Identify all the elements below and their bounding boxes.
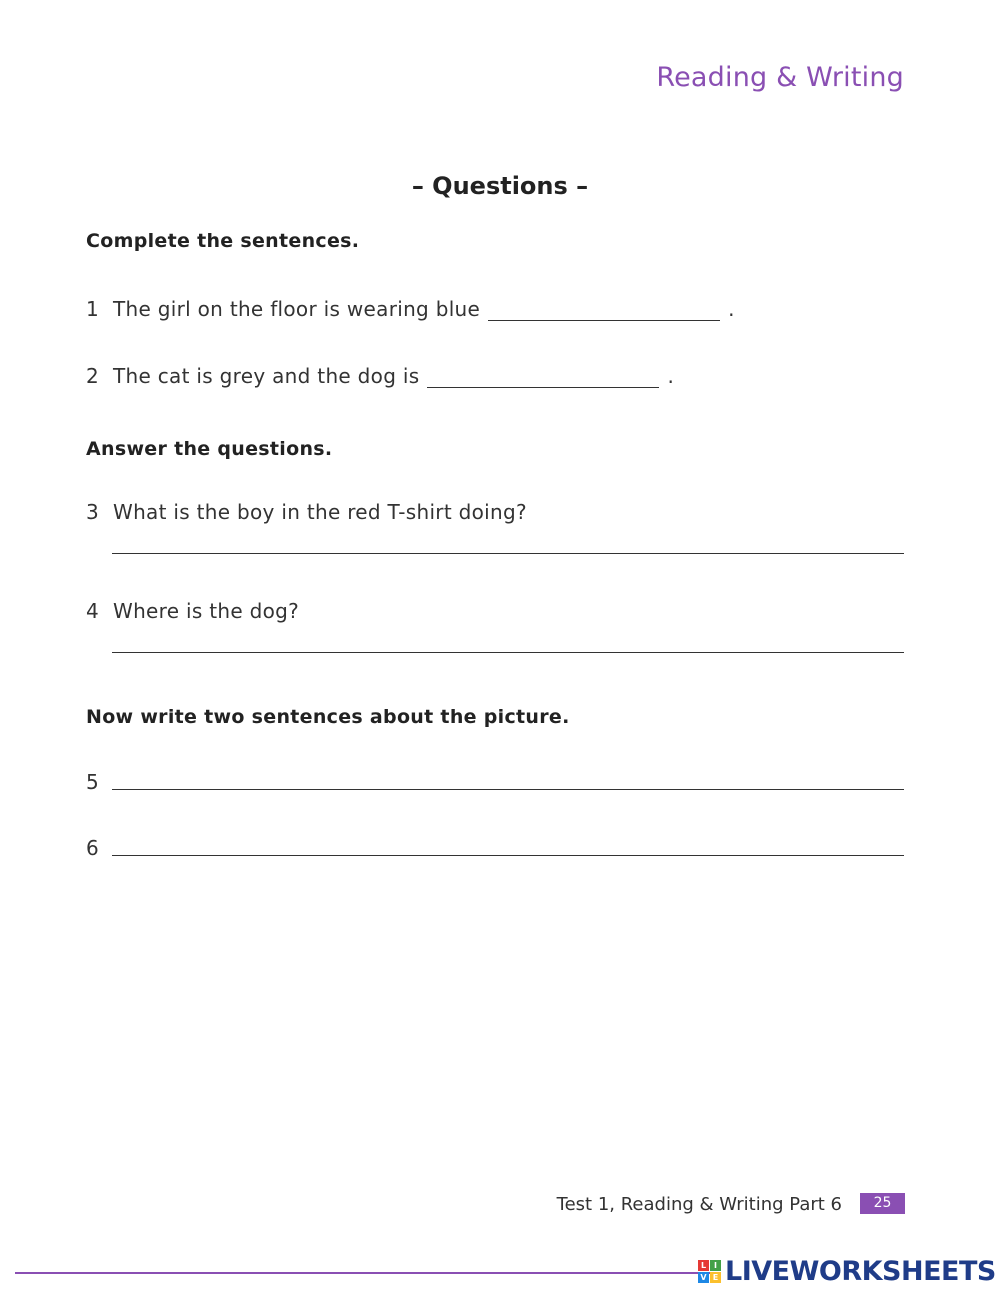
logo-grid-icon <box>698 1260 721 1283</box>
question-4 <box>86 599 299 623</box>
question-number-5: 5 <box>86 770 99 794</box>
question-number: 4 <box>86 599 100 623</box>
question-3 <box>86 500 527 524</box>
instruction-write: Now write two sentences about the picture. <box>86 706 570 728</box>
footer-divider <box>15 1272 715 1274</box>
logo-letter: L <box>698 1260 709 1271</box>
sentence-end: . <box>728 297 735 321</box>
logo-letter: E <box>710 1272 721 1283</box>
answer-blank-2[interactable] <box>427 367 659 388</box>
question-1 <box>86 297 735 321</box>
header-title: Reading & Writing <box>656 62 904 93</box>
logo-text: LIVEWORKSHEETS <box>725 1256 996 1287</box>
section-heading: – Questions – <box>411 172 589 200</box>
liveworksheets-logo[interactable] <box>698 1256 996 1287</box>
instruction-complete: Complete the sentences. <box>86 230 360 252</box>
answer-line-3[interactable] <box>112 553 904 554</box>
question-text: Where is the dog? <box>113 599 300 623</box>
question-text: The cat is grey and the dog is <box>113 364 420 388</box>
answer-line-5[interactable] <box>112 789 904 790</box>
question-text: What is the boy in the red T-shirt doing? <box>113 500 527 524</box>
question-number-6: 6 <box>86 836 99 860</box>
instruction-answer: Answer the questions. <box>86 438 333 460</box>
answer-line-6[interactable] <box>112 855 904 856</box>
question-text: The girl on the floor is wearing blue <box>113 297 481 321</box>
question-number: 3 <box>86 500 100 524</box>
sentence-end: . <box>667 364 675 388</box>
question-2 <box>86 364 674 388</box>
question-number: 1 <box>86 297 100 321</box>
answer-line-4[interactable] <box>112 652 904 653</box>
logo-letter: I <box>710 1260 721 1271</box>
page-number-badge: 25 <box>860 1193 905 1214</box>
logo-letter: V <box>698 1272 709 1283</box>
footer-caption: Test 1, Reading & Writing Part 6 <box>556 1194 842 1215</box>
question-number: 2 <box>86 364 100 388</box>
answer-blank-1[interactable] <box>488 300 720 321</box>
